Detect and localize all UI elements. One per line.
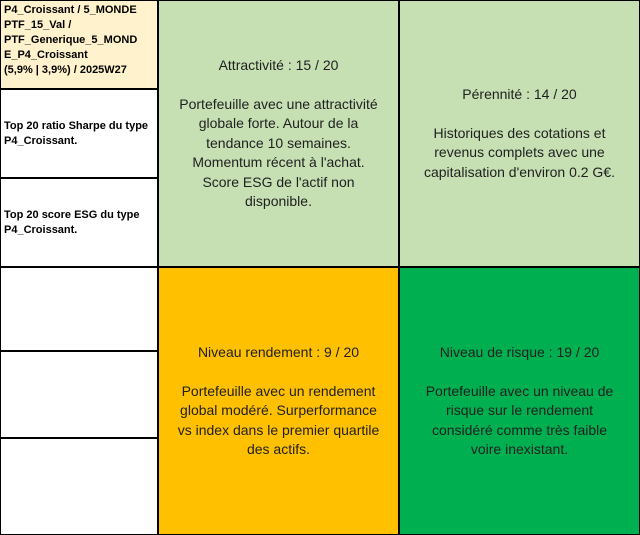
perennite-title: Pérennité : 14 / 20 <box>462 85 577 102</box>
risque-description <box>426 382 614 460</box>
sharpe-ranking-cell <box>1 90 159 179</box>
description-line: Momentum récent à l'achat. <box>192 154 365 170</box>
perennite-tile <box>400 1 639 268</box>
rendement-title: Niveau rendement : 9 / 20 <box>197 343 360 360</box>
esg-ranking-cell <box>1 179 159 268</box>
description-line: voire inexistant. <box>470 441 569 457</box>
risque-title: Niveau de risque : 19 / 20 <box>439 343 600 360</box>
sharpe-ranking-text: Top 20 ratio Sharpe du type P4_Croissant. <box>4 119 149 147</box>
rendement-description <box>178 382 380 460</box>
portfolio-header-line: P4_Croissant / 5_MONDE <box>4 4 137 16</box>
description-line: revenus complets avec une <box>434 144 605 161</box>
description-line: global modéré. Surperformance <box>180 402 377 418</box>
description-line: globale forte. Autour de la <box>198 115 359 131</box>
description-line: risque sur le rendement <box>445 402 594 418</box>
description-line: Portefeuille avec un niveau de <box>425 382 614 399</box>
description-line: capitalisation d'environ 0.2 G€. <box>423 163 615 180</box>
description-line: considéré comme très faible <box>431 421 608 438</box>
attractivite-description <box>179 95 377 212</box>
empty-cell <box>1 268 159 352</box>
description-line: Portefeuille avec un rendement <box>181 382 376 399</box>
portfolio-header-line: E_P4_Croissant <box>4 49 88 61</box>
attractivite-tile <box>159 1 400 268</box>
perennite-description <box>424 124 615 183</box>
empty-cell <box>1 352 159 439</box>
attractivite-title: Attractivité : 15 / 20 <box>218 56 339 73</box>
description-line: Portefeuille avec une attractivité <box>179 95 378 112</box>
portfolio-header-cell <box>1 1 159 90</box>
rendement-tile <box>159 268 400 534</box>
description-line: vs index dans le premier quartile <box>177 421 380 438</box>
empty-cell <box>1 439 159 534</box>
portfolio-header-line: PTF_Generique_5_MOND <box>4 34 138 46</box>
portfolio-header-line: (5,9% | 3,9%) / 2025W27 <box>4 64 127 76</box>
description-line: disponible. <box>245 193 312 209</box>
risque-tile <box>400 268 639 534</box>
description-line: Score ESG de l'actif non <box>202 173 355 190</box>
description-line: des actifs. <box>246 441 310 457</box>
portfolio-header-line: PTF_15_Val / <box>4 19 72 31</box>
description-line: tendance 10 semaines. <box>206 134 351 151</box>
esg-ranking-text: Top 20 score ESG du type P4_Croissant. <box>4 208 140 236</box>
description-line: Historiques des cotations et <box>433 124 606 141</box>
